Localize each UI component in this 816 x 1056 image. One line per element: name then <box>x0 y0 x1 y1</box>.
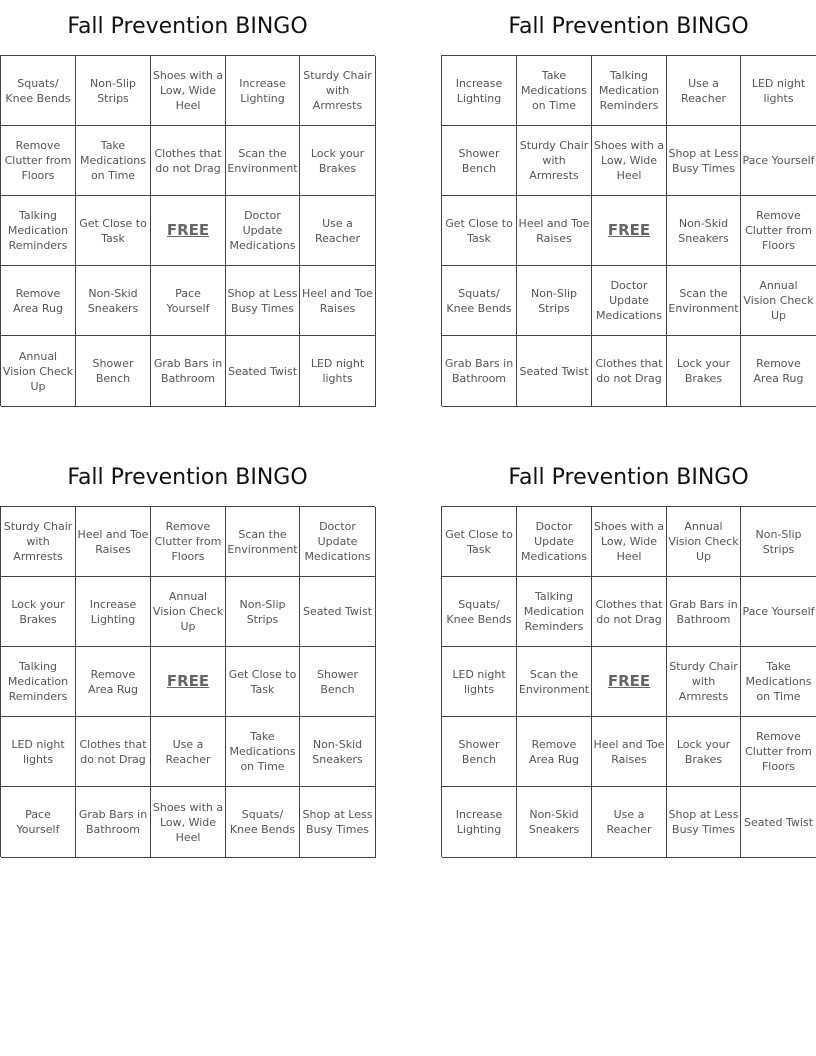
bingo-cell: Pace Yourself <box>1 787 76 858</box>
bingo-cell: Squats/ Knee Bends <box>1 56 76 126</box>
bingo-grid <box>441 55 816 406</box>
bingo-cell: Heel and Toe Raises <box>76 507 151 577</box>
bingo-grid <box>0 506 375 857</box>
bingo-cell: Shop at Less Busy Times <box>226 266 300 336</box>
bingo-cell: Lock your Brakes <box>667 336 741 407</box>
bingo-cell: Non-Skid Sneakers <box>667 196 741 266</box>
bingo-cell: Scan the Environment <box>517 647 592 717</box>
bingo-cell: LED night lights <box>741 56 816 126</box>
bingo-cell: Sturdy Chair with Armrests <box>1 507 76 577</box>
bingo-cell: Grab Bars in Bathroom <box>76 787 151 858</box>
bingo-cell: Shower Bench <box>76 336 151 407</box>
bingo-card-2 <box>441 7 816 407</box>
bingo-cell: Scan the Environment <box>667 266 741 336</box>
bingo-cell: Annual Vision Check Up <box>151 577 226 647</box>
bingo-cell: Scan the Environment <box>226 507 300 577</box>
bingo-cell: Doctor Update Medications <box>226 196 300 266</box>
bingo-cell: Heel and Toe Raises <box>300 266 376 336</box>
card-title: Fall Prevention BINGO <box>508 465 749 490</box>
bingo-cell: Get Close to Task <box>442 196 517 266</box>
bingo-cell: Doctor Update Medications <box>517 507 592 577</box>
bingo-cell: Shower Bench <box>300 647 376 717</box>
bingo-cell: Heel and Toe Raises <box>517 196 592 266</box>
bingo-cell: Take Medications on Time <box>741 647 816 717</box>
bingo-cell: Doctor Update Medications <box>300 507 376 577</box>
bingo-cell: Grab Bars in Bathroom <box>151 336 226 407</box>
bingo-cell: Non-Slip Strips <box>76 56 151 126</box>
free-space: FREE <box>151 196 226 266</box>
bingo-card-3 <box>0 458 375 858</box>
bingo-cell: Take Medications on Time <box>76 126 151 196</box>
bingo-card-1 <box>0 7 375 407</box>
bingo-cell: Use a Reacher <box>592 787 667 858</box>
bingo-cell: Remove Area Rug <box>76 647 151 717</box>
bingo-cell: Increase Lighting <box>76 577 151 647</box>
bingo-cell: Non-Skid Sneakers <box>76 266 151 336</box>
bingo-cell: Remove Area Rug <box>517 717 592 787</box>
bingo-cell: Squats/ Knee Bends <box>442 266 517 336</box>
bingo-cell: Shoes with a Low, Wide Heel <box>151 787 226 858</box>
bingo-cell: Non-Skid Sneakers <box>517 787 592 858</box>
bingo-cell: Increase Lighting <box>226 56 300 126</box>
bingo-cell: Talking Medication Reminders <box>592 56 667 126</box>
bingo-cell: Shop at Less Busy Times <box>667 787 741 858</box>
bingo-cell: Shower Bench <box>442 126 517 196</box>
bingo-cell: Clothes that do not Drag <box>151 126 226 196</box>
bingo-cell: Seated Twist <box>226 336 300 407</box>
bingo-cell: Get Close to Task <box>226 647 300 717</box>
bingo-cell: Use a Reacher <box>667 56 741 126</box>
bingo-cell: Pace Yourself <box>741 126 816 196</box>
bingo-cell: Talking Medication Reminders <box>1 647 76 717</box>
bingo-cell: Annual Vision Check Up <box>741 266 816 336</box>
card-title: Fall Prevention BINGO <box>508 14 749 39</box>
card-title: Fall Prevention BINGO <box>67 465 308 490</box>
bingo-cell: Squats/ Knee Bends <box>442 577 517 647</box>
bingo-cell: Take Medications on Time <box>517 56 592 126</box>
bingo-cell: Scan the Environment <box>226 126 300 196</box>
bingo-cell: Increase Lighting <box>442 56 517 126</box>
bingo-cell: Shop at Less Busy Times <box>667 126 741 196</box>
bingo-cell: Pace Yourself <box>151 266 226 336</box>
bingo-cell: Squats/ Knee Bends <box>226 787 300 858</box>
bingo-cell: LED night lights <box>1 717 76 787</box>
bingo-cell: Heel and Toe Raises <box>592 717 667 787</box>
free-space: FREE <box>592 196 667 266</box>
bingo-cell: Lock your Brakes <box>1 577 76 647</box>
bingo-cell: Clothes that do not Drag <box>76 717 151 787</box>
bingo-cell: Shoes with a Low, Wide Heel <box>592 126 667 196</box>
bingo-cell: Get Close to Task <box>76 196 151 266</box>
bingo-cell: Clothes that do not Drag <box>592 577 667 647</box>
bingo-cell: Annual Vision Check Up <box>667 507 741 577</box>
bingo-cell: Use a Reacher <box>151 717 226 787</box>
bingo-cell: Non-Slip Strips <box>517 266 592 336</box>
bingo-cell: Lock your Brakes <box>300 126 376 196</box>
bingo-cell: Non-Slip Strips <box>226 577 300 647</box>
bingo-cell: Doctor Update Medications <box>592 266 667 336</box>
bingo-cell: Remove Clutter from Floors <box>741 717 816 787</box>
card-title: Fall Prevention BINGO <box>67 14 308 39</box>
bingo-cell: Shop at Less Busy Times <box>300 787 376 858</box>
bingo-cell: Sturdy Chair with Armrests <box>667 647 741 717</box>
bingo-cell: Lock your Brakes <box>667 717 741 787</box>
bingo-cell: Talking Medication Reminders <box>517 577 592 647</box>
bingo-cell: Remove Clutter from Floors <box>741 196 816 266</box>
bingo-cell: Non-Slip Strips <box>741 507 816 577</box>
bingo-cell: Talking Medication Reminders <box>1 196 76 266</box>
bingo-cell: Seated Twist <box>300 577 376 647</box>
bingo-grid <box>0 55 375 406</box>
bingo-cell: LED night lights <box>300 336 376 407</box>
bingo-cell: Increase Lighting <box>442 787 517 858</box>
bingo-cell: Non-Skid Sneakers <box>300 717 376 787</box>
bingo-cell: Grab Bars in Bathroom <box>667 577 741 647</box>
bingo-cell: LED night lights <box>442 647 517 717</box>
bingo-cell: Sturdy Chair with Armrests <box>517 126 592 196</box>
bingo-cell: Pace Yourself <box>741 577 816 647</box>
bingo-cell: Seated Twist <box>517 336 592 407</box>
bingo-cell: Shoes with a Low, Wide Heel <box>592 507 667 577</box>
bingo-cell: Seated Twist <box>741 787 816 858</box>
bingo-cell: Remove Area Rug <box>1 266 76 336</box>
bingo-cell: Take Medications on Time <box>226 717 300 787</box>
bingo-card-4 <box>441 458 816 858</box>
bingo-cell: Remove Area Rug <box>741 336 816 407</box>
bingo-cell: Sturdy Chair with Armrests <box>300 56 376 126</box>
bingo-grid <box>441 506 816 857</box>
bingo-cell: Remove Clutter from Floors <box>1 126 76 196</box>
bingo-cell: Annual Vision Check Up <box>1 336 76 407</box>
bingo-cell: Grab Bars in Bathroom <box>442 336 517 407</box>
bingo-cell: Remove Clutter from Floors <box>151 507 226 577</box>
free-space: FREE <box>592 647 667 717</box>
free-space: FREE <box>151 647 226 717</box>
bingo-cell: Get Close to Task <box>442 507 517 577</box>
bingo-cell: Clothes that do not Drag <box>592 336 667 407</box>
bingo-cell: Shower Bench <box>442 717 517 787</box>
bingo-cell: Use a Reacher <box>300 196 376 266</box>
bingo-cell: Shoes with a Low, Wide Heel <box>151 56 226 126</box>
